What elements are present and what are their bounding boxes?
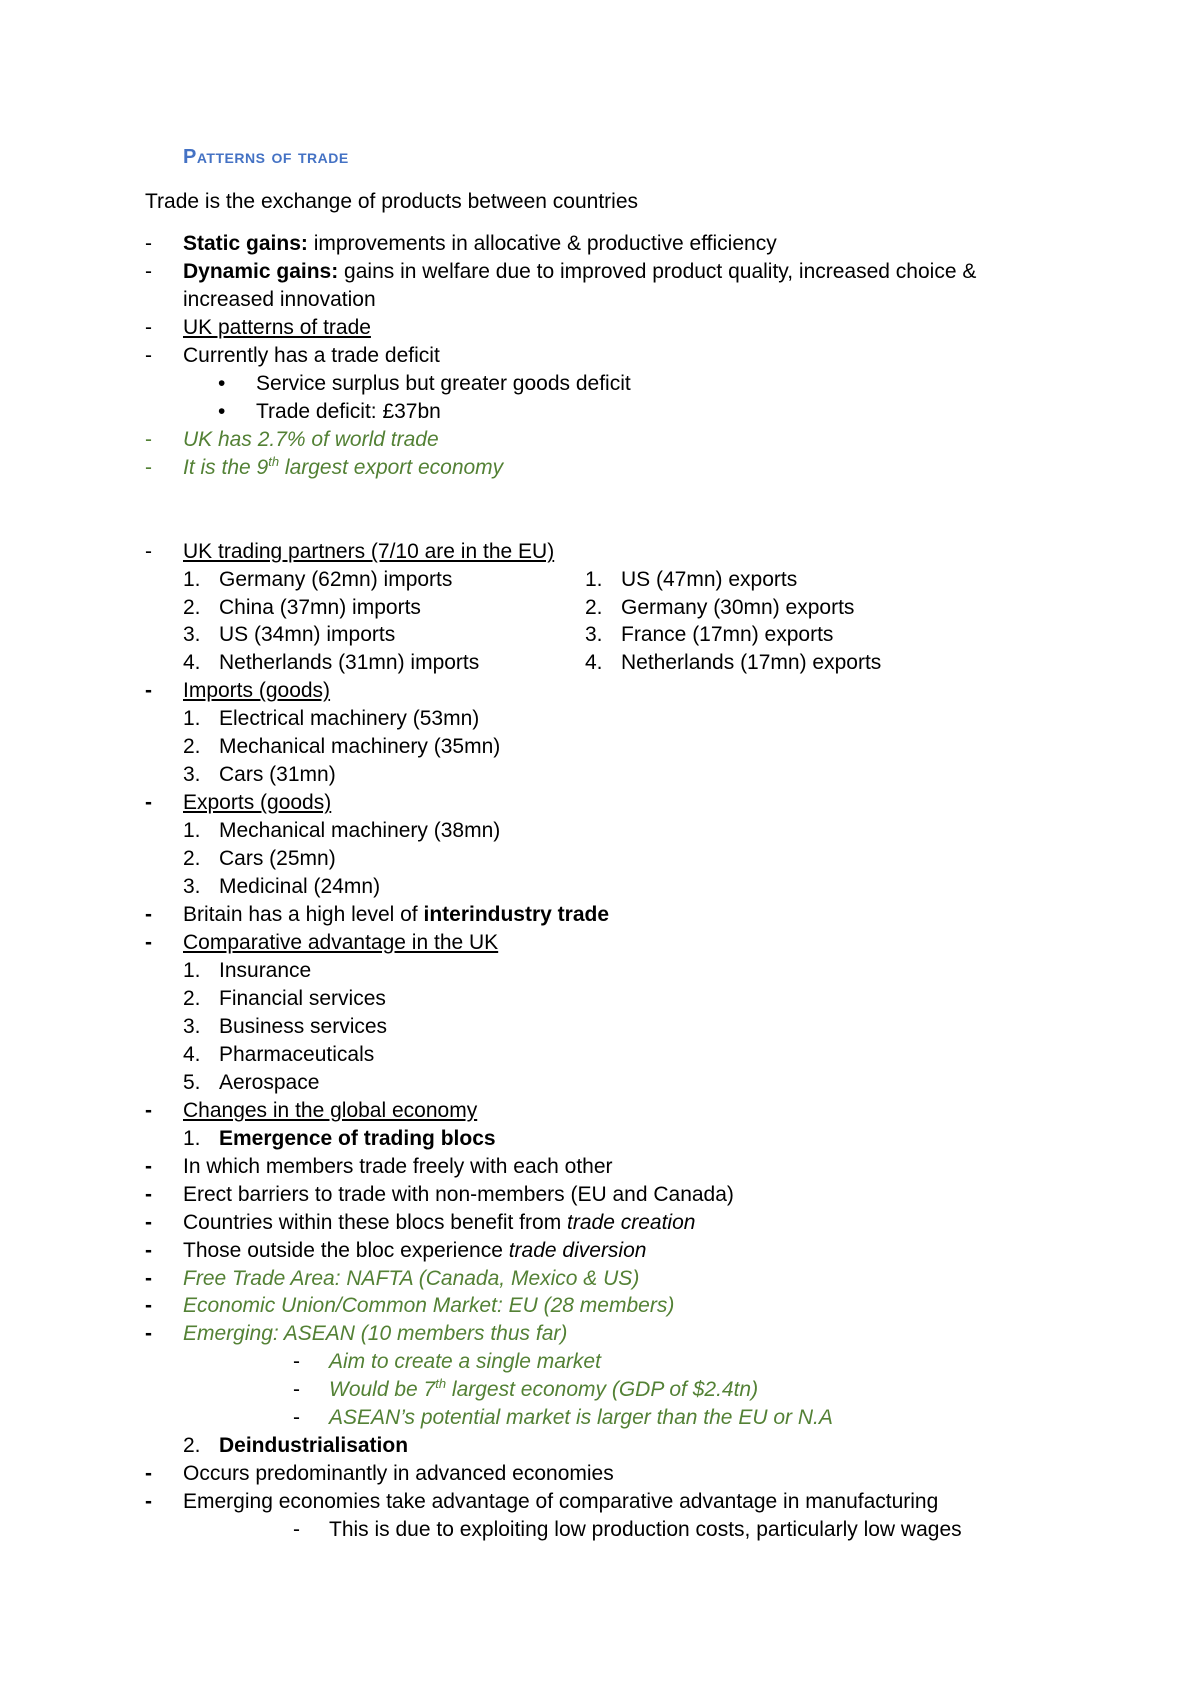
trading-partners-heading: UK trading partners (7/10 are in the EU): [183, 540, 555, 563]
dash-marker: -: [145, 903, 152, 926]
list-number: 4.: [585, 651, 603, 674]
dynamic-gains-continuation: increased innovation: [183, 288, 376, 311]
dynamic-gains-label: Dynamic gains:: [183, 260, 339, 283]
dash-marker: -: [293, 1350, 300, 1373]
asean-sub-text: Aim to create a single market: [329, 1350, 601, 1373]
bullet-item: [218, 398, 441, 426]
list-number: 1.: [183, 568, 201, 591]
dash-marker: -: [145, 428, 152, 451]
export-partner-text: US (47mn) exports: [621, 568, 798, 591]
dash-marker: -: [145, 344, 152, 367]
dynamic-gains-text: gains in welfare due to improved product quality, increased choice &: [338, 260, 977, 283]
dash-marker: -: [145, 1239, 152, 1262]
trade-diversion-text: trade diversion: [508, 1239, 647, 1262]
list-item: [183, 761, 336, 789]
list-number: 1.: [183, 959, 201, 982]
dash-marker: -: [145, 1294, 152, 1317]
dash-marker: -: [145, 791, 152, 814]
interindustry-bold: interindustry trade: [423, 903, 610, 926]
deind-text: Occurs predominantly in advanced economies: [183, 1462, 614, 1485]
list-number: 3.: [183, 763, 201, 786]
import-partner-item: [183, 621, 395, 649]
export-partner-item: [585, 566, 797, 594]
uk-patterns-heading: UK patterns of trade: [183, 316, 371, 339]
deind-sub-text: This is due to exploiting low production costs, particularly low wages: [329, 1518, 962, 1541]
dash-marker: -: [145, 1267, 152, 1290]
list-number: 4.: [183, 651, 201, 674]
bloc-example-text: Emerging: ASEAN (10 members thus far): [183, 1322, 568, 1345]
bloc-text: Countries within these blocs benefit from: [183, 1211, 568, 1234]
list-item-text: Mechanical machinery (38mn): [219, 819, 501, 842]
bloc-content: [183, 1237, 646, 1265]
export-partner-text: Netherlands (17mn) exports: [621, 651, 882, 674]
dash-marker: -: [145, 1211, 152, 1234]
export-economy-content: [183, 454, 503, 482]
list-item-text: Aerospace: [219, 1071, 320, 1094]
exports-goods-heading: Exports (goods): [183, 791, 332, 814]
list-item-text: Medicinal (24mn): [219, 875, 381, 898]
list-item-text: Insurance: [219, 959, 312, 982]
intro-text: Trade is the exchange of products between countries: [145, 190, 639, 213]
list-number: 5.: [183, 1071, 201, 1094]
list-number: 3.: [183, 623, 201, 646]
export-partner-item: [585, 621, 833, 649]
dash-marker: -: [145, 456, 152, 479]
dash-marker: -: [293, 1406, 300, 1429]
list-number: 2.: [183, 596, 201, 619]
list-item: [183, 985, 386, 1013]
asean-sub-content: [329, 1376, 758, 1404]
list-item-text: Cars (31mn): [219, 763, 336, 786]
global-economy-heading: Changes in the global economy: [183, 1099, 478, 1122]
dash-marker: -: [145, 1183, 152, 1206]
bullet-marker: •: [218, 372, 226, 395]
bloc-example-text: Economic Union/Common Market: EU (28 members): [183, 1294, 675, 1317]
list-number: 4.: [183, 1043, 201, 1066]
dash-marker: -: [145, 1490, 152, 1513]
list-number: 3.: [585, 623, 603, 646]
list-item: [183, 1013, 387, 1041]
dash-marker: -: [293, 1378, 300, 1401]
deindustrialisation-text: Deindustrialisation: [219, 1434, 409, 1457]
trading-blocs-heading: [183, 1125, 496, 1153]
list-item-text: Mechanical machinery (35mn): [219, 735, 501, 758]
list-number: 1.: [183, 707, 201, 730]
import-partner-item: [183, 649, 479, 677]
deindustrialisation-heading: [183, 1432, 408, 1460]
dash-marker: -: [145, 679, 152, 702]
export-partner-text: France (17mn) exports: [621, 623, 834, 646]
bullet-marker: •: [218, 400, 226, 423]
world-trade-text: UK has 2.7% of world trade: [183, 428, 439, 451]
list-item-text: Business services: [219, 1015, 388, 1038]
page-title-text: Patterns of trade: [183, 146, 349, 168]
list-item: [183, 733, 500, 761]
dash-marker: -: [145, 1099, 152, 1122]
asean-sub-text-a: Would be 7: [329, 1378, 436, 1401]
asean-sub-text-b: largest economy (GDP of $2.4tn): [446, 1378, 759, 1401]
bloc-text: In which members trade freely with each other: [183, 1155, 613, 1178]
bullet-item: [218, 370, 631, 398]
export-economy-text-a: It is the 9: [183, 456, 269, 479]
imports-goods-heading: Imports (goods): [183, 679, 331, 702]
list-item: [183, 1069, 319, 1097]
list-number: 1.: [585, 568, 603, 591]
list-item-text: Cars (25mn): [219, 847, 336, 870]
trading-blocs-text: Emergence of trading blocs: [219, 1127, 496, 1150]
page-title: [183, 146, 349, 169]
list-item-text: Pharmaceuticals: [219, 1043, 375, 1066]
dash-marker: -: [145, 931, 152, 954]
list-number: 2.: [183, 987, 201, 1010]
list-item: [183, 845, 336, 873]
export-partner-text: Germany (30mn) exports: [621, 596, 855, 619]
dash-marker: -: [145, 540, 152, 563]
asean-sub-sup: th: [435, 1376, 447, 1391]
dynamic-gains-content: [183, 258, 976, 286]
import-partner-item: [183, 566, 452, 594]
dash-marker: -: [293, 1518, 300, 1541]
import-partner-item: [183, 594, 421, 622]
asean-sub-text: ASEAN’s potential market is larger than the EU or N.A: [329, 1406, 833, 1429]
list-item-text: Electrical machinery (53mn): [219, 707, 480, 730]
list-item: [183, 873, 380, 901]
deind-text: Emerging economies take advantage of comparative advantage in manufacturing: [183, 1490, 939, 1513]
list-number: 3.: [183, 875, 201, 898]
import-partner-text: Germany (62mn) imports: [219, 568, 453, 591]
dash-marker: -: [145, 1155, 152, 1178]
dash-marker: -: [145, 1322, 152, 1345]
list-item-text: Financial services: [219, 987, 386, 1010]
list-item: [183, 957, 311, 985]
dash-marker: -: [145, 232, 152, 255]
list-number: 1.: [183, 819, 201, 842]
dash-marker: -: [145, 260, 152, 283]
trade-creation-text: trade creation: [567, 1211, 696, 1234]
bloc-example-text: Free Trade Area: NAFTA (Canada, Mexico & US): [183, 1267, 640, 1290]
list-number: 2.: [183, 735, 201, 758]
export-economy-text-b: largest export economy: [279, 456, 504, 479]
list-number: 2.: [183, 1434, 201, 1457]
export-economy-sup: th: [268, 454, 280, 469]
dash-marker: -: [145, 316, 152, 339]
bloc-text: Erect barriers to trade with non-members (EU and Canada): [183, 1183, 734, 1206]
interindustry-text: Britain has a high level of: [183, 903, 424, 926]
list-item: [183, 817, 500, 845]
import-partner-text: Netherlands (31mn) imports: [219, 651, 480, 674]
bullet-text: Trade deficit: £37bn: [256, 400, 441, 423]
comparative-heading: Comparative advantage in the UK: [183, 931, 499, 954]
export-partner-item: [585, 594, 854, 622]
dash-marker: -: [145, 1462, 152, 1485]
import-partner-text: US (34mn) imports: [219, 623, 396, 646]
list-item: [183, 705, 479, 733]
interindustry-content: [183, 901, 609, 929]
trade-deficit-text: Currently has a trade deficit: [183, 344, 440, 367]
bullet-text: Service surplus but greater goods deficit: [256, 372, 631, 395]
static-gains-label: Static gains:: [183, 232, 308, 255]
bloc-text: Those outside the bloc experience: [183, 1239, 509, 1262]
list-number: 2.: [585, 596, 603, 619]
list-number: 1.: [183, 1127, 201, 1150]
bloc-content: [183, 1209, 695, 1237]
list-number: 3.: [183, 1015, 201, 1038]
static-gains-text: improvements in allocative & productive efficiency: [307, 232, 777, 255]
list-number: 2.: [183, 847, 201, 870]
export-partner-item: [585, 649, 881, 677]
static-gains-content: [183, 230, 777, 258]
list-item: [183, 1041, 374, 1069]
import-partner-text: China (37mn) imports: [219, 596, 421, 619]
